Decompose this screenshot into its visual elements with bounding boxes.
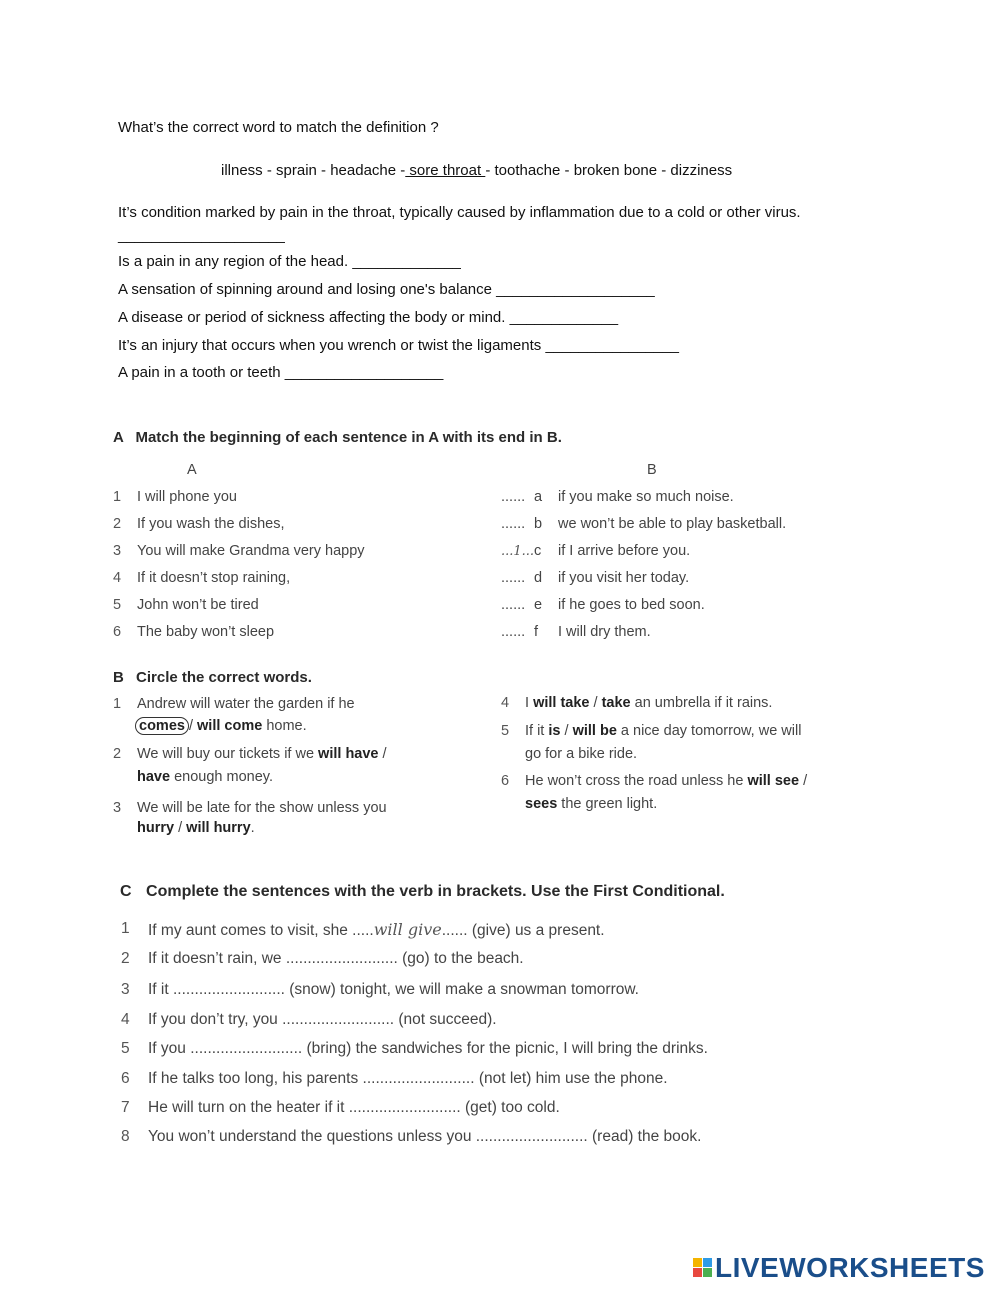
- item-rest: an umbrella if it rains.: [634, 695, 773, 711]
- item-text: if he goes to bed soon.: [558, 597, 705, 613]
- option[interactable]: will be: [572, 723, 617, 739]
- item-number: 2: [113, 746, 122, 762]
- item-text: If you wash the dishes,: [137, 516, 285, 532]
- option[interactable]: hurry: [137, 820, 175, 836]
- match-right-item: [501, 624, 651, 640]
- circle-item-2-cont: [137, 769, 273, 785]
- circle-item-2: [113, 746, 387, 762]
- item-rest: the green light.: [561, 796, 658, 812]
- circle-item-5: [501, 723, 802, 739]
- conditional-item-3: [121, 981, 639, 999]
- item-number: 3: [113, 543, 122, 559]
- match-left-item: [113, 570, 291, 586]
- item-rest: .: [250, 820, 255, 836]
- option[interactable]: will have: [318, 746, 379, 762]
- item-rest: home.: [266, 718, 307, 734]
- item-text: if you visit her today.: [558, 570, 690, 586]
- column-b-label: B: [647, 462, 657, 478]
- item-text: we won’t be able to play basketball.: [558, 516, 787, 532]
- circle-item-6-cont: [525, 796, 657, 812]
- match-left-item: [113, 624, 275, 640]
- item-number: 5: [501, 723, 510, 739]
- conditional-item-6: [121, 1070, 668, 1088]
- item-number: 4: [121, 1011, 130, 1028]
- section-a-title: Match the beginning of each sentence in A with its end in B.: [135, 429, 562, 446]
- word-bank-before: illness - sprain - headache -: [221, 162, 406, 179]
- item-letter: d: [534, 570, 543, 586]
- option-separator: /: [803, 773, 808, 789]
- answer-blank[interactable]: ......: [501, 624, 526, 640]
- definition-6: [118, 364, 443, 381]
- match-right-item: [501, 570, 690, 586]
- definition-3-text: A sensation of spinning around and losing one's balance: [118, 281, 492, 298]
- section-c-title: Complete the sentences with the verb in brackets. Use the First Conditional.: [146, 883, 725, 900]
- item-text: We will buy our tickets if we: [137, 746, 315, 762]
- section-a-heading: [113, 429, 562, 446]
- item-text: if you make so much noise.: [558, 489, 734, 505]
- section-c-letter: C: [120, 883, 132, 900]
- item-text: If it .......................... (snow) tonight, we will make a snowman tomorrow.: [148, 981, 639, 998]
- item-number: 4: [113, 570, 122, 586]
- item-text: If he talks too long, his parents .......................... (not let) him use the phone.: [148, 1070, 668, 1087]
- item-text: I will dry them.: [558, 624, 651, 640]
- item-text: He will turn on the heater if it .......................... (get) too cold.: [148, 1099, 560, 1116]
- item-number: 7: [121, 1099, 130, 1116]
- word-bank-underlined: sore throat: [405, 162, 486, 179]
- conditional-item-2: [121, 950, 524, 968]
- section-b-letter: B: [113, 669, 124, 686]
- conditional-item-5: [121, 1040, 708, 1058]
- item-text: If it doesn’t rain, we .......................... (go) to the beach.: [148, 950, 524, 967]
- definition-2-blank[interactable]: _____________: [352, 253, 461, 270]
- conditional-item-1: [121, 920, 605, 939]
- definition-1-blank[interactable]: ____________________: [118, 227, 285, 244]
- option-separator: /: [178, 820, 183, 836]
- definition-3: [118, 281, 655, 298]
- item-number: 3: [113, 800, 122, 816]
- section-a-letter: A: [113, 429, 124, 446]
- section-b-heading: [113, 669, 312, 686]
- circle-item-5-cont: go for a bike ride.: [525, 746, 638, 762]
- item-number: 5: [121, 1040, 130, 1057]
- definition-3-blank[interactable]: ___________________: [496, 281, 655, 298]
- match-left-item: [113, 543, 365, 559]
- item-number: 6: [501, 773, 510, 789]
- item-text: He won’t cross the road unless he: [525, 773, 744, 789]
- option[interactable]: will come: [197, 718, 263, 734]
- logo-text: LIVEWORKSHEETS: [715, 1252, 985, 1283]
- option-circled[interactable]: comes: [135, 717, 189, 735]
- item-text: You will make Grandma very happy: [137, 543, 365, 559]
- item-rest: enough money.: [174, 769, 273, 785]
- item-letter: e: [534, 597, 543, 613]
- item-letter: b: [534, 516, 543, 532]
- option-separator: /: [188, 718, 193, 734]
- circle-item-3-cont: [137, 820, 255, 836]
- circle-item-3: [113, 800, 387, 816]
- item-number: 4: [501, 695, 510, 711]
- circle-item-6: [501, 773, 808, 789]
- item-number: 6: [121, 1070, 130, 1087]
- item-rest: (give) us a present.: [471, 922, 605, 939]
- circle-item-1: [113, 696, 355, 712]
- word-bank-after: - toothache - broken bone - dizziness: [485, 162, 733, 179]
- item-text: if I arrive before you.: [558, 543, 691, 559]
- answer-blank[interactable]: .....will give......: [352, 920, 468, 939]
- match-right-item: [501, 543, 691, 559]
- item-number: 1: [113, 696, 122, 712]
- column-a-label: A: [187, 462, 197, 478]
- item-text: We will be late for the show unless you: [137, 800, 387, 816]
- definition-5-text: It’s an injury that occurs when you wrench or twist the ligaments: [118, 337, 542, 354]
- item-text: Andrew will water the garden if he: [137, 696, 355, 712]
- definition-5: [118, 337, 679, 354]
- option-separator: /: [593, 695, 598, 711]
- vocab-question: What’s the correct word to match the definition ?: [118, 119, 439, 136]
- section-b-title: Circle the correct words.: [136, 669, 312, 686]
- definition-1: It’s condition marked by pain in the throat, typically caused by inflammation due to a cold or other virus.: [118, 204, 801, 221]
- option[interactable]: will hurry: [186, 820, 251, 836]
- item-text: I will phone you: [137, 489, 237, 505]
- match-right-item: [501, 489, 734, 505]
- item-letter: f: [534, 624, 539, 640]
- answer-blank[interactable]: ......: [501, 516, 526, 532]
- circle-item-1-options: [135, 718, 307, 734]
- definition-2-text: Is a pain in any region of the head.: [118, 253, 349, 270]
- answer-blank[interactable]: ......: [501, 489, 526, 505]
- item-text: John won’t be tired: [137, 597, 259, 613]
- item-text: If you .......................... (bring) the sandwiches for the picnic, I will bring the drinks.: [148, 1040, 708, 1057]
- match-left-item: [113, 489, 237, 505]
- item-number: 8: [121, 1128, 130, 1145]
- circle-item-4: [501, 695, 773, 711]
- item-number: 3: [121, 981, 130, 998]
- match-right-item: [501, 516, 787, 532]
- item-number: 5: [113, 597, 122, 613]
- definition-6-text: A pain in a tooth or teeth: [118, 364, 281, 381]
- definition-4-text: A disease or period of sickness affecting the body or mind.: [118, 309, 506, 326]
- item-rest: a nice day tomorrow, we will: [620, 723, 802, 739]
- option[interactable]: will take: [533, 695, 590, 711]
- item-text: You won’t understand the questions unless you .......................... (read) the book.: [148, 1128, 702, 1145]
- answer-blank[interactable]: ......: [501, 570, 526, 586]
- item-number: 2: [121, 950, 130, 967]
- option[interactable]: have: [137, 769, 171, 785]
- option[interactable]: take: [601, 695, 631, 711]
- definition-4: [118, 309, 618, 326]
- match-left-item: [113, 597, 259, 613]
- liveworksheets-cube-icon: [693, 1258, 715, 1280]
- item-text: If it: [525, 723, 545, 739]
- item-text: If you don’t try, you .......................... (not succeed).: [148, 1011, 497, 1028]
- option-separator: /: [564, 723, 569, 739]
- conditional-item-4: [121, 1011, 497, 1029]
- item-number: 2: [113, 516, 122, 532]
- option[interactable]: is: [548, 723, 561, 739]
- definition-5-blank[interactable]: ________________: [545, 337, 679, 354]
- definition-6-blank[interactable]: ___________________: [284, 364, 444, 381]
- item-letter: c: [534, 543, 542, 559]
- option-separator: /: [382, 746, 387, 762]
- match-left-item: [113, 516, 285, 532]
- item-number: 6: [113, 624, 122, 640]
- match-right-item: [501, 597, 705, 613]
- definition-2: [118, 253, 461, 270]
- item-letter: a: [534, 489, 543, 505]
- item-number: 1: [113, 489, 122, 505]
- section-c-heading: [120, 883, 725, 901]
- answer-blank[interactable]: ......: [501, 597, 526, 613]
- definition-4-blank[interactable]: _____________: [509, 309, 619, 326]
- conditional-item-8: [121, 1128, 702, 1146]
- item-text: The baby won’t sleep: [137, 624, 275, 640]
- item-text: I: [525, 695, 530, 711]
- conditional-item-7: [121, 1099, 560, 1117]
- answer-blank[interactable]: ...1...: [501, 544, 535, 559]
- example-answer: will give: [373, 920, 442, 939]
- item-text: If my aunt comes to visit, she: [148, 922, 348, 939]
- item-number: 1: [121, 920, 130, 937]
- option[interactable]: sees: [525, 796, 558, 812]
- option[interactable]: will see: [747, 773, 800, 789]
- item-text: If it doesn’t stop raining,: [137, 570, 291, 586]
- word-bank: [221, 162, 732, 179]
